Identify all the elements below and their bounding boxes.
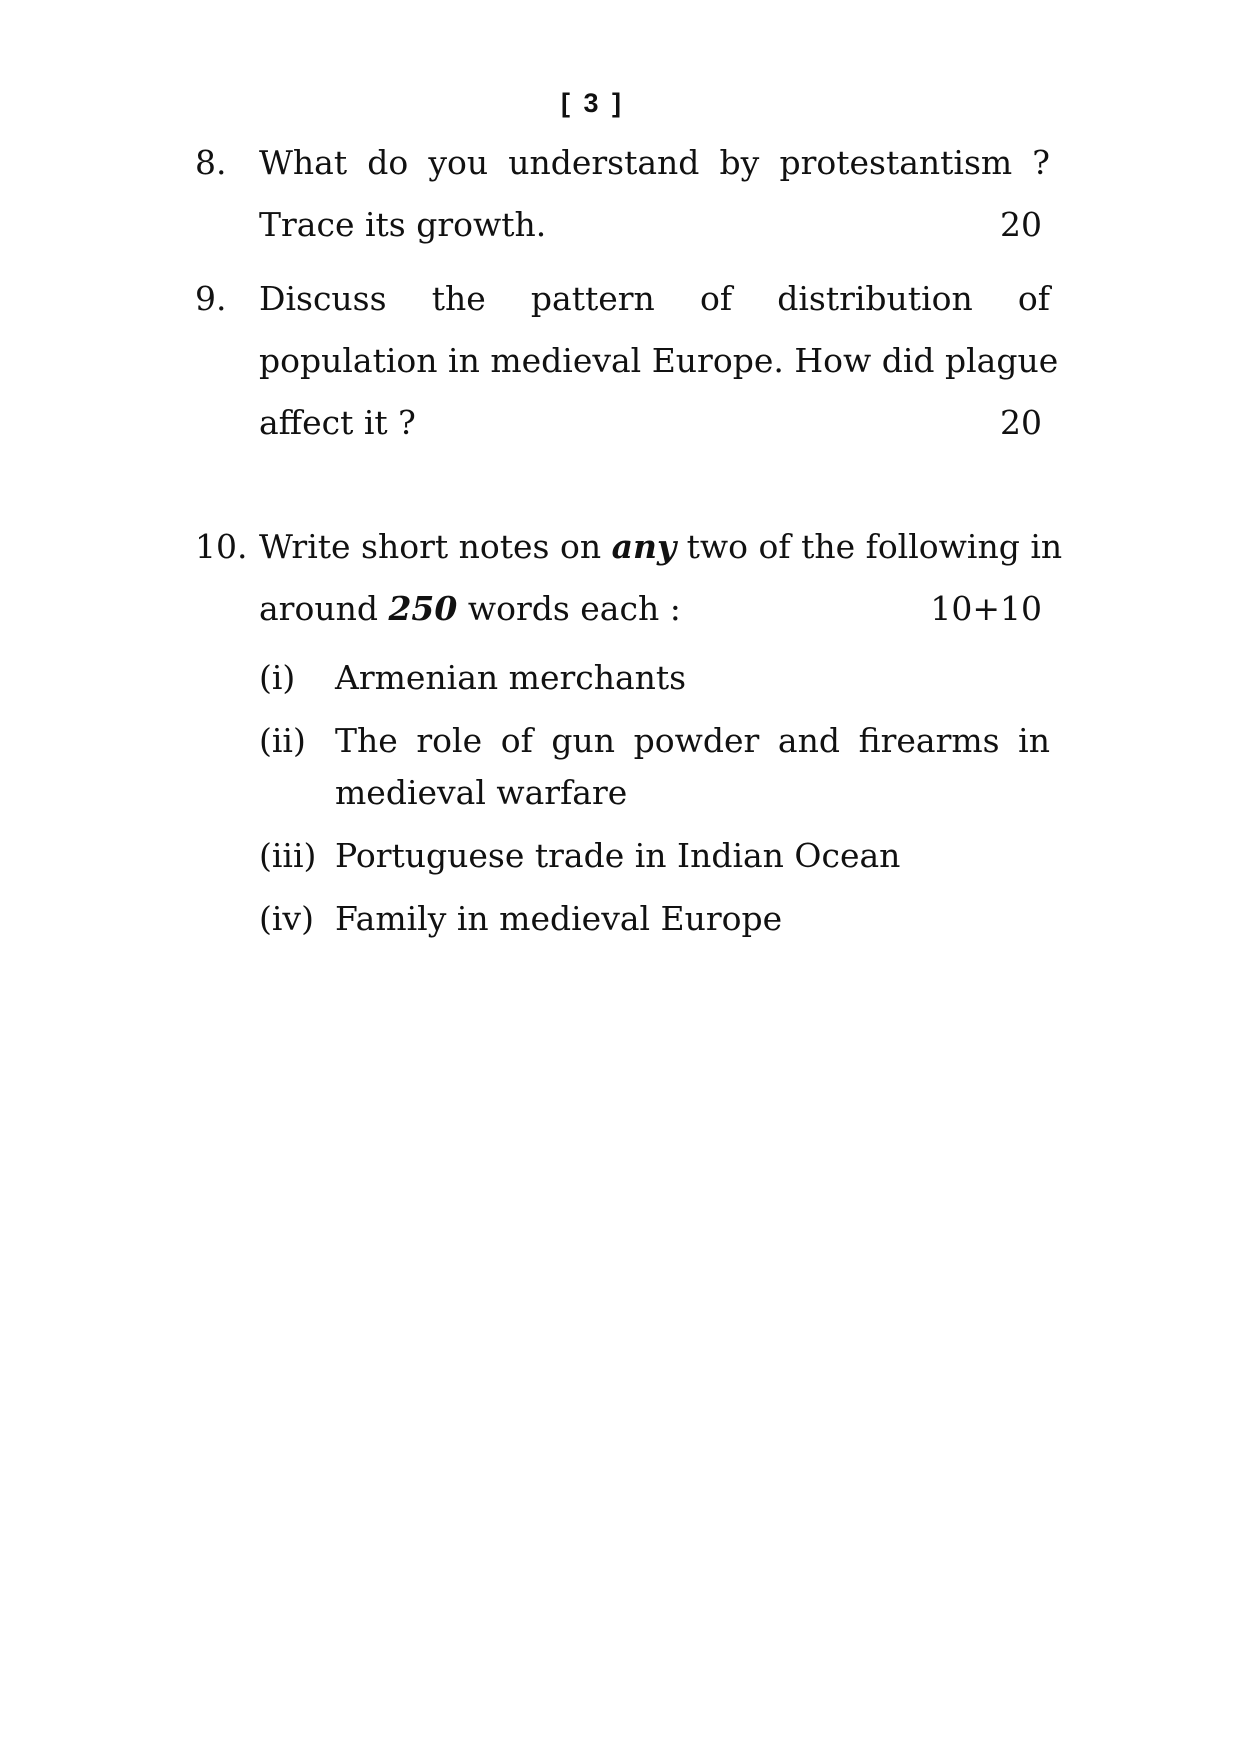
sub-question-iv bbox=[259, 893, 1050, 945]
sub-question-label: (iii) bbox=[259, 836, 317, 875]
sub-question-text bbox=[335, 715, 1050, 819]
text-segment: words each : bbox=[457, 589, 681, 628]
question-number: 9. bbox=[195, 279, 227, 318]
sub-question-text-line: medieval warfare bbox=[335, 773, 628, 812]
question-8 bbox=[195, 132, 1050, 256]
question-marks: 20 bbox=[1000, 205, 1042, 244]
text-segment: two of the following in bbox=[676, 527, 1063, 566]
question-text-line: Trace its growth. bbox=[259, 205, 547, 244]
sub-question-label: (iv) bbox=[259, 899, 314, 938]
question-text-line bbox=[259, 578, 681, 640]
question-text-line bbox=[259, 516, 1063, 578]
text-segment: around bbox=[259, 589, 389, 628]
sub-question-iii bbox=[259, 830, 1050, 882]
sub-question-list bbox=[259, 652, 1050, 956]
question-number: 10. bbox=[195, 527, 248, 566]
page-number: [ 3 ] bbox=[560, 88, 624, 118]
sub-question-i bbox=[259, 652, 1050, 704]
sub-question-ii bbox=[259, 715, 1050, 819]
question-text-line: population in medieval Europe. How did plague bbox=[259, 341, 1059, 380]
text-segment: Write short notes on bbox=[259, 527, 612, 566]
question-text-line: What do you understand by protestantism ? bbox=[259, 143, 1050, 182]
question-10 bbox=[195, 516, 1063, 640]
question-last-line bbox=[259, 194, 1050, 256]
sub-question-label: (ii) bbox=[259, 721, 306, 760]
sub-question-text-line: The role of gun powder and firearms in bbox=[335, 721, 1050, 760]
sub-question-text: Armenian merchants bbox=[335, 658, 687, 697]
question-last-line bbox=[259, 578, 1050, 640]
question-marks: 10+10 bbox=[930, 589, 1042, 628]
sub-question-text: Family in medieval Europe bbox=[335, 899, 783, 938]
question-9 bbox=[195, 268, 1059, 454]
question-text-line: affect it ? bbox=[259, 403, 416, 442]
emphasis-any: any bbox=[611, 527, 677, 566]
sub-question-text: Portuguese trade in Indian Ocean bbox=[335, 836, 901, 875]
question-last-line bbox=[259, 392, 1050, 454]
emphasis-word-count: 250 bbox=[388, 589, 458, 628]
question-marks: 20 bbox=[1000, 403, 1042, 442]
sub-question-label: (i) bbox=[259, 658, 296, 697]
question-text-line: Discuss the pattern of distribution of bbox=[259, 279, 1050, 318]
question-number: 8. bbox=[195, 143, 227, 182]
